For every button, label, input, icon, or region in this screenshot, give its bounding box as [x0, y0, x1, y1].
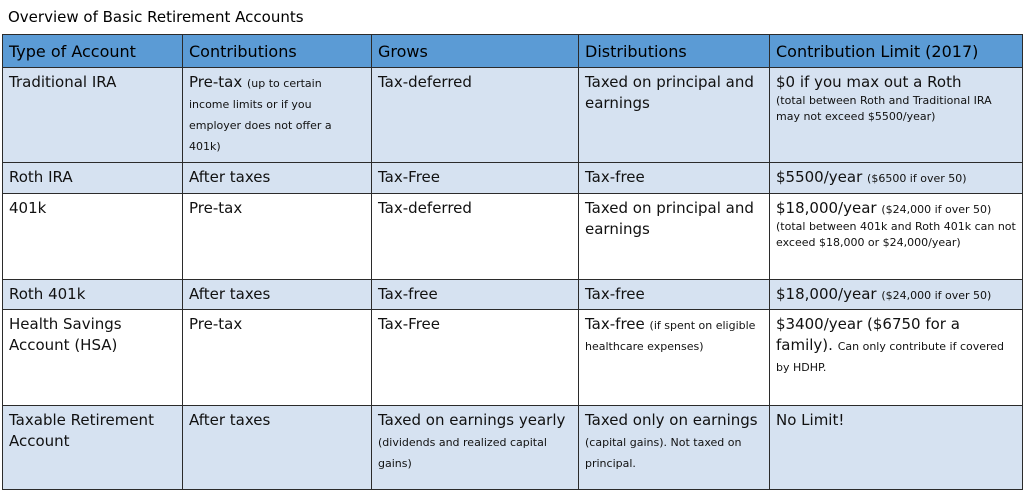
limit-note: ($24,000 if over 50) — [881, 203, 992, 217]
contributions-main: Pre-tax — [189, 73, 243, 91]
account-cell: Roth 401k — [3, 279, 183, 310]
limit-cell — [770, 163, 1023, 194]
header-contribution-limit: Contribution Limit (2017) — [770, 35, 1023, 68]
account-cell: Traditional IRA — [3, 68, 183, 163]
distributions-main: Taxed only on earnings — [585, 410, 758, 429]
table-row — [3, 310, 1023, 405]
grows-cell: Tax-free — [372, 279, 579, 310]
limit-note: ($6500 if over 50) — [867, 172, 967, 186]
limit-cell: No Limit! — [770, 405, 1023, 489]
contributions-cell: Pre-tax — [183, 310, 372, 405]
limit-main: $18,000/year — [776, 284, 877, 303]
contributions-cell: After taxes — [183, 405, 372, 489]
contributions-cell: After taxes — [183, 163, 372, 194]
distributions-cell: Tax-free — [579, 163, 770, 194]
limit-note-2: (total between 401k and Roth 401k can not exceed $18,000 or $24,000/year) — [776, 220, 1016, 250]
account-cell: Roth IRA — [3, 163, 183, 194]
grows-cell: Tax-Free — [372, 163, 579, 194]
limit-main: $0 if you max out a Roth — [776, 73, 962, 91]
limit-note: ($24,000 if over 50) — [881, 288, 992, 302]
header-distributions: Distributions — [579, 35, 770, 68]
distributions-cell: Tax-free — [579, 279, 770, 310]
limit-cell — [770, 279, 1023, 310]
limit-main: $18,000/year — [776, 199, 877, 218]
grows-cell: Tax-Free — [372, 310, 579, 405]
contributions-note: (up to certain income limits or if you employer does not offer a 401k) — [189, 77, 332, 153]
limit-note: Can only contribute if covered by HDHP. — [776, 340, 1005, 375]
grows-cell: Tax-deferred — [372, 194, 579, 279]
limit-main: $5500/year — [776, 168, 863, 187]
account-cell: 401k — [3, 194, 183, 279]
retirement-accounts-table — [2, 34, 1023, 490]
table-header-row — [3, 35, 1023, 68]
table-row — [3, 163, 1023, 194]
distributions-note: (if spent on eligible healthcare expenses) — [585, 319, 756, 354]
account-cell: Health Savings Account (HSA) — [3, 310, 183, 405]
grows-cell — [372, 405, 579, 489]
distributions-cell — [579, 310, 770, 405]
distributions-cell: Taxed on principal and earnings — [579, 68, 770, 163]
limit-cell — [770, 194, 1023, 279]
table-row — [3, 405, 1023, 489]
distributions-main: Tax-free — [585, 315, 645, 334]
contributions-cell — [183, 68, 372, 163]
header-type-of-account: Type of Account — [3, 35, 183, 68]
grows-cell: Tax-deferred — [372, 68, 579, 163]
grows-note: (dividends and realized capital gains) — [378, 435, 547, 470]
contributions-cell: After taxes — [183, 279, 372, 310]
distributions-cell: Taxed on principal and earnings — [579, 194, 770, 279]
limit-main: $3400/year ($6750 for a family). — [776, 315, 960, 355]
limit-cell — [770, 68, 1023, 163]
table-row — [3, 68, 1023, 163]
header-grows: Grows — [372, 35, 579, 68]
contributions-cell: Pre-tax — [183, 194, 372, 279]
page-title: Overview of Basic Retirement Accounts — [8, 8, 304, 26]
table-row — [3, 279, 1023, 310]
grows-main: Taxed on earnings yearly — [378, 410, 566, 429]
table-row — [3, 194, 1023, 279]
account-cell: Taxable Retirement Account — [3, 405, 183, 489]
header-contributions: Contributions — [183, 35, 372, 68]
limit-note: (total between Roth and Traditional IRA may not exceed $5500/year) — [776, 94, 992, 123]
limit-cell — [770, 310, 1023, 405]
distributions-cell — [579, 405, 770, 489]
distributions-note: (capital gains). Not taxed on principal. — [585, 435, 742, 470]
